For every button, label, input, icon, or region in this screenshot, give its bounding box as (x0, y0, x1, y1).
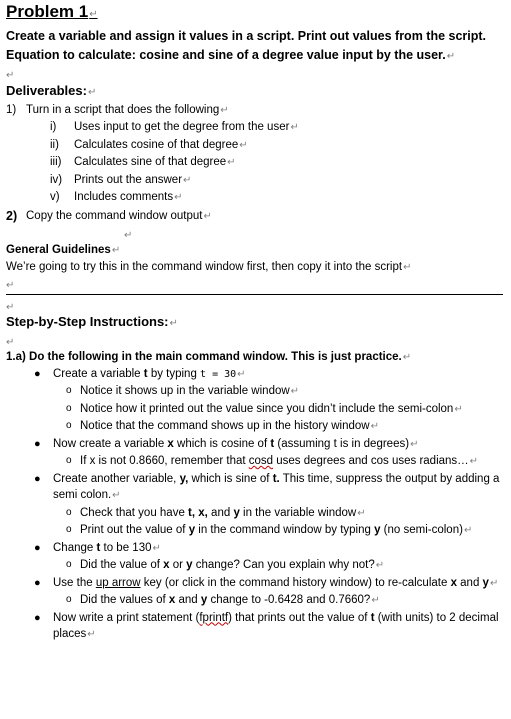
deliverable-item-1: 1) Turn in a script that does the following ↵ (6, 102, 503, 119)
horizontal-rule (6, 294, 503, 295)
return-mark (357, 508, 365, 519)
return-mark (203, 211, 211, 222)
deliverable-subitem: iii) Calculates sine of that degree ↵ (6, 154, 503, 172)
problem-intro: Create a variable and assign it values in a script. Print out values from the script. Equation to calculate: cosine and sine of a degree value input by the user. ↵ (6, 27, 503, 66)
return-mark (220, 105, 228, 116)
return-mark (6, 302, 14, 313)
circle-bullet-icon: o (66, 524, 72, 535)
bullet-icon: ● (34, 576, 41, 589)
return-mark (183, 175, 191, 186)
sub-bullet-item: o Did the value of x or y change? Can you explain why not? ↵ (6, 557, 503, 575)
bullet-1-subitems (6, 383, 503, 436)
bullet-icon: ● (34, 437, 41, 450)
sub-bullet-item: o Notice it shows up in the variable window ↵ (6, 383, 503, 401)
return-mark (89, 9, 97, 20)
return-mark (124, 230, 132, 241)
guidelines-text: We’re going to try this in the command window first, then copy it into the script ↵ (6, 259, 503, 276)
blank-line (6, 333, 503, 349)
return-mark (87, 629, 95, 640)
deliverable-subitem: ii) Calculates cosine of that degree ↵ (6, 137, 503, 155)
sub-bullet-item: o Notice that the command shows up in the history window ↵ (6, 418, 503, 436)
bullet-icon: ● (34, 367, 41, 380)
steps-heading: Step-by-Step Instructions: ↵ (6, 313, 503, 333)
bullet-item: ● Now write a print statement (fprintf) that prints out the value of t (with units) to 2 decimal places ↵ (6, 610, 503, 644)
problem-title: Problem 1 ↵ (6, 2, 503, 25)
return-mark (464, 525, 472, 536)
return-mark (490, 578, 498, 589)
circle-bullet-icon: o (66, 559, 72, 570)
bullet-item: ● Create another variable, y, which is sine of t. This time, suppress the output by adding a semi colon. ↵ (6, 471, 503, 505)
return-mark (371, 421, 379, 432)
return-mark (6, 280, 14, 291)
blank-line (6, 66, 503, 82)
deliverable-subitem: iv) Prints out the answer ↵ (6, 172, 503, 190)
blank-line (6, 299, 503, 313)
bullet-item: ● Now create a variable x which is cosine of t (assuming t is in degrees) ↵ (6, 436, 503, 454)
return-mark (410, 439, 418, 450)
return-mark (174, 192, 182, 203)
return-mark (291, 386, 299, 397)
deliverable-subitems (6, 119, 503, 207)
return-mark (371, 595, 379, 606)
bullet-item: ● Create a variable t by typing t = 30 ↵ (6, 366, 503, 384)
circle-bullet-icon: o (66, 420, 72, 431)
return-mark (170, 318, 178, 329)
bullet-item: ● Use the up arrow key (or click in the command history window) to re-calculate x and y ↵ (6, 575, 503, 593)
return-mark (376, 560, 384, 571)
sub-bullet-item: o Notice how it printed out the value since you didn’t include the semi-colon ↵ (6, 401, 503, 419)
sub-bullet-item: o If x is not 0.8660, remember that cosd uses degrees and cos uses radians… ↵ (6, 453, 503, 471)
guidelines-heading: General Guidelines ↵ (6, 242, 503, 259)
deliverables-heading: Deliverables: ↵ (6, 82, 503, 102)
return-mark (403, 352, 411, 363)
part-1a-heading: 1.a) Do the following in the main command window. This is just practice. ↵ (6, 349, 503, 366)
circle-bullet-icon: o (66, 455, 72, 466)
return-mark (237, 369, 245, 380)
code-snippet: t = 30 (200, 368, 237, 380)
deliverable-subitem: i) Uses input to get the degree from the user ↵ (6, 119, 503, 137)
sub-bullet-item: o Did the values of x and y change to -0.6428 and 0.7660? ↵ (6, 592, 503, 610)
deliverable-item-2: 2) Copy the command window output ↵ (6, 207, 503, 226)
return-mark (112, 245, 120, 256)
return-mark (239, 140, 247, 151)
sub-bullet-item: o Check that you have t, x, and y in the variable window ↵ (6, 505, 503, 523)
circle-bullet-icon: o (66, 385, 72, 396)
blank-line (6, 276, 503, 292)
return-mark (454, 404, 462, 415)
return-mark (290, 122, 298, 133)
bullet-icon: ● (34, 541, 41, 554)
deliverable-subitem: v) Includes comments ↵ (6, 189, 503, 207)
bullet-icon: ● (34, 472, 41, 485)
document-page (0, 2, 511, 719)
return-mark (470, 456, 478, 467)
return-mark (447, 51, 455, 62)
sub-bullet-item: o Print out the value of y in the command window by typing y (no semi-colon) ↵ (6, 522, 503, 540)
blank-line (6, 226, 503, 242)
up-arrow-key-text: up arrow (95, 576, 141, 589)
return-mark (88, 87, 96, 98)
return-mark (6, 70, 14, 81)
return-mark (227, 157, 235, 168)
return-mark (403, 262, 411, 273)
return-mark (152, 543, 160, 554)
bullet-icon: ● (34, 611, 41, 624)
circle-bullet-icon: o (66, 402, 72, 414)
return-mark (6, 337, 14, 348)
return-mark (112, 490, 120, 501)
circle-bullet-icon: o (66, 506, 72, 518)
circle-bullet-icon: o (66, 594, 72, 605)
bullet-item: ● Change t to be 130 ↵ (6, 540, 503, 558)
